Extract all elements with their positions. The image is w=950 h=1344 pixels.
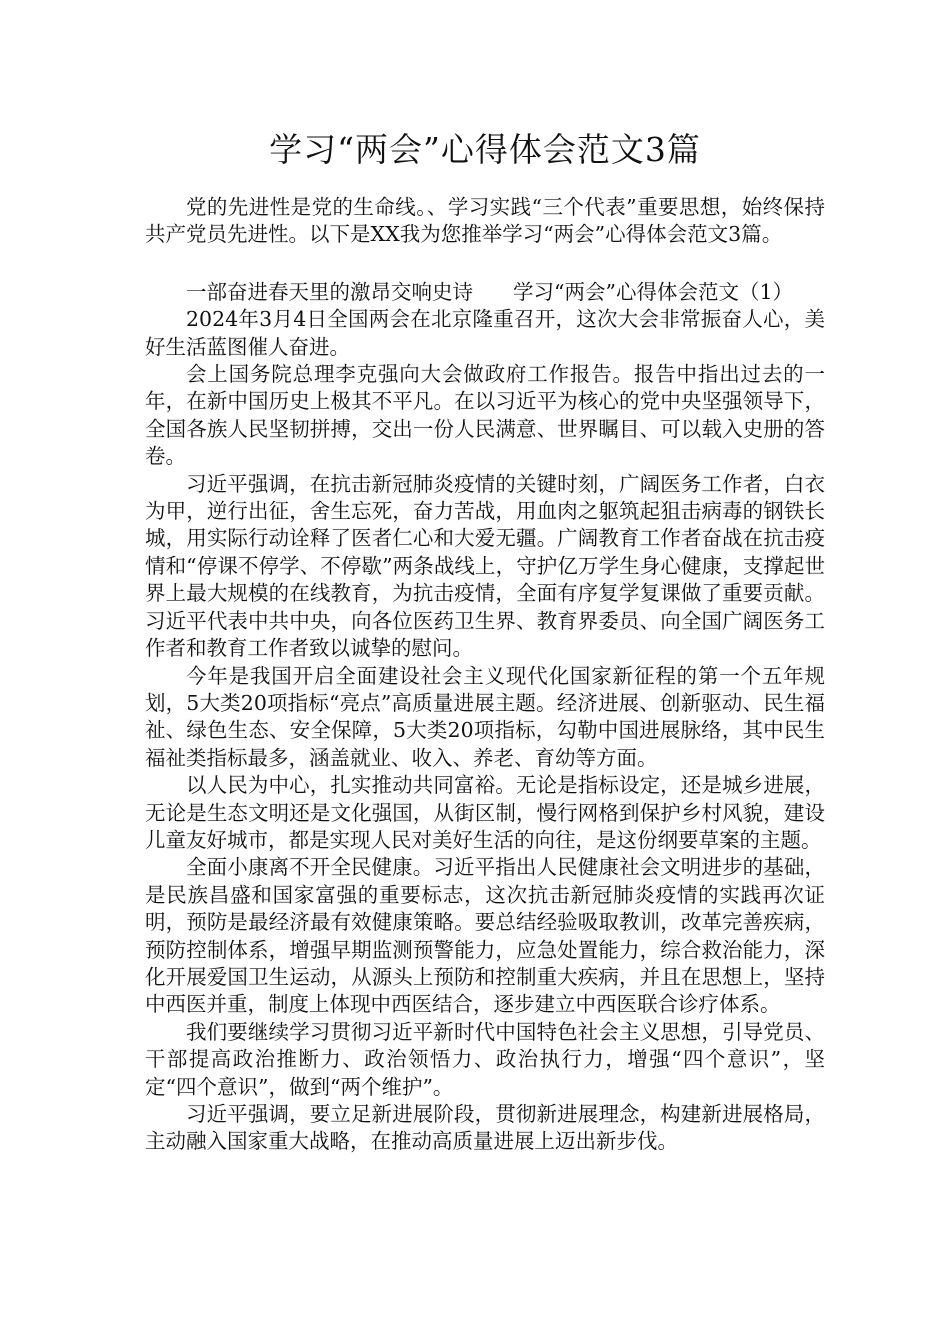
body-paragraph-6: 全面小康离不开全民健康。习近平指出人民健康社会文明进步的基础，是民族昌盛和国家富强的重要标志，这次抗击新冠肺炎疫情的实践再次证明，预防是最经济最有效健康策略。要总结经验吸取教训，改革完善疾病，预防控制体系，增强早期监测预警能力，应急处置能力，综合救治能力，深化开展爱国卫生运动，从源头上预防和控制重大疾病，并且在思想上，坚持中西医并重，制度上体现中西医结合，逐步建立中西医联合诊疗体系。 [145, 855, 825, 1017]
intro-paragraph: 党的先进性是党的生命线。、学习实践“三个代表”重要思想，始终保持共产党员先进性。以下是XX我为您推举学习“两会”心得体会范文3篇。 [145, 195, 825, 247]
body-paragraph-1: 2024年3月4日全国两会在北京隆重召开，这次大会非常振奋人心，美好生活蓝图催人奋进。 [145, 307, 825, 359]
body-paragraph-7: 我们要继续学习贯彻习近平新时代中国特色社会主义思想，引导党员、干部提高政治推断力、政治领悟力、政治执行力，增强“四个意识”，坚定“四个意识”，做到“两个维护”。 [145, 1019, 825, 1099]
body-paragraph-3: 习近平强调，在抗击新冠肺炎疫情的关键时刻，广阔医务工作者，白衣为甲，逆行出征，舍生忘死，奋力苦战，用血肉之躯筑起狙击病毒的钢铁长城，用实际行动诠释了医者仁心和大爱无疆。广阔教育工作者奋战在抗击疫情和“停课不停学、不停歇”两条战线上，守护亿万学生身心健康，支撑起世界上最大规模的在线教育，为抗击疫情，全面有序复学复课做了重要贡献。习近平代表中共中央，向各位医药卫生界、教育界委员、向全国广阔医务工作者和教育工作者致以诚挚的慰问。 [145, 471, 825, 661]
body-paragraph-5: 以人民为中心，扎实推动共同富裕。无论是指标设定，还是城乡进展，无论是生态文明还是文化强国，从街区制，慢行网格到保护乡村风貌，建设儿童友好城市，都是实现人民对美好生活的向往，是这份纲要草案的主题。 [145, 773, 825, 852]
section-heading-subtitle: 一部奋进春天里的激昂交响史诗 [186, 279, 473, 304]
body-paragraph-2: 会上国务院总理李克强向大会做政府工作报告。报告中指出过去的一年，在新中国历史上极其不平凡。在以习近平为核心的党中央坚强领导下，全国各族人民坚韧拼搏，交出一份人民满意、世界瞩目、可以载入史册的答卷。 [145, 362, 825, 469]
section-heading [145, 279, 825, 306]
paragraph-gap [145, 249, 825, 279]
document-page [145, 120, 825, 1156]
section-heading-title: 学习“两会”心得体会范文（1） [513, 279, 794, 304]
body-paragraph-8: 习近平强调，要立足新进展阶段，贯彻新进展理念，构建新进展格局，主动融入国家重大战略，在推动高质量进展上迈出新步伐。 [145, 1102, 825, 1154]
body-paragraph-4: 今年是我国开启全面建设社会主义现代化国家新征程的第一个五年规划，5大类20项指标“亮点”高质量进展主题。经济进展、创新驱动、民生福祉、绿色生态、安全保障，5大类20项指标，勾勒中国进展脉络，其中民生福祉类指标最多，涵盖就业、收入、养老、育幼等方面。 [145, 663, 825, 770]
document-title: 学习“两会”心得体会范文3篇 [269, 130, 701, 169]
